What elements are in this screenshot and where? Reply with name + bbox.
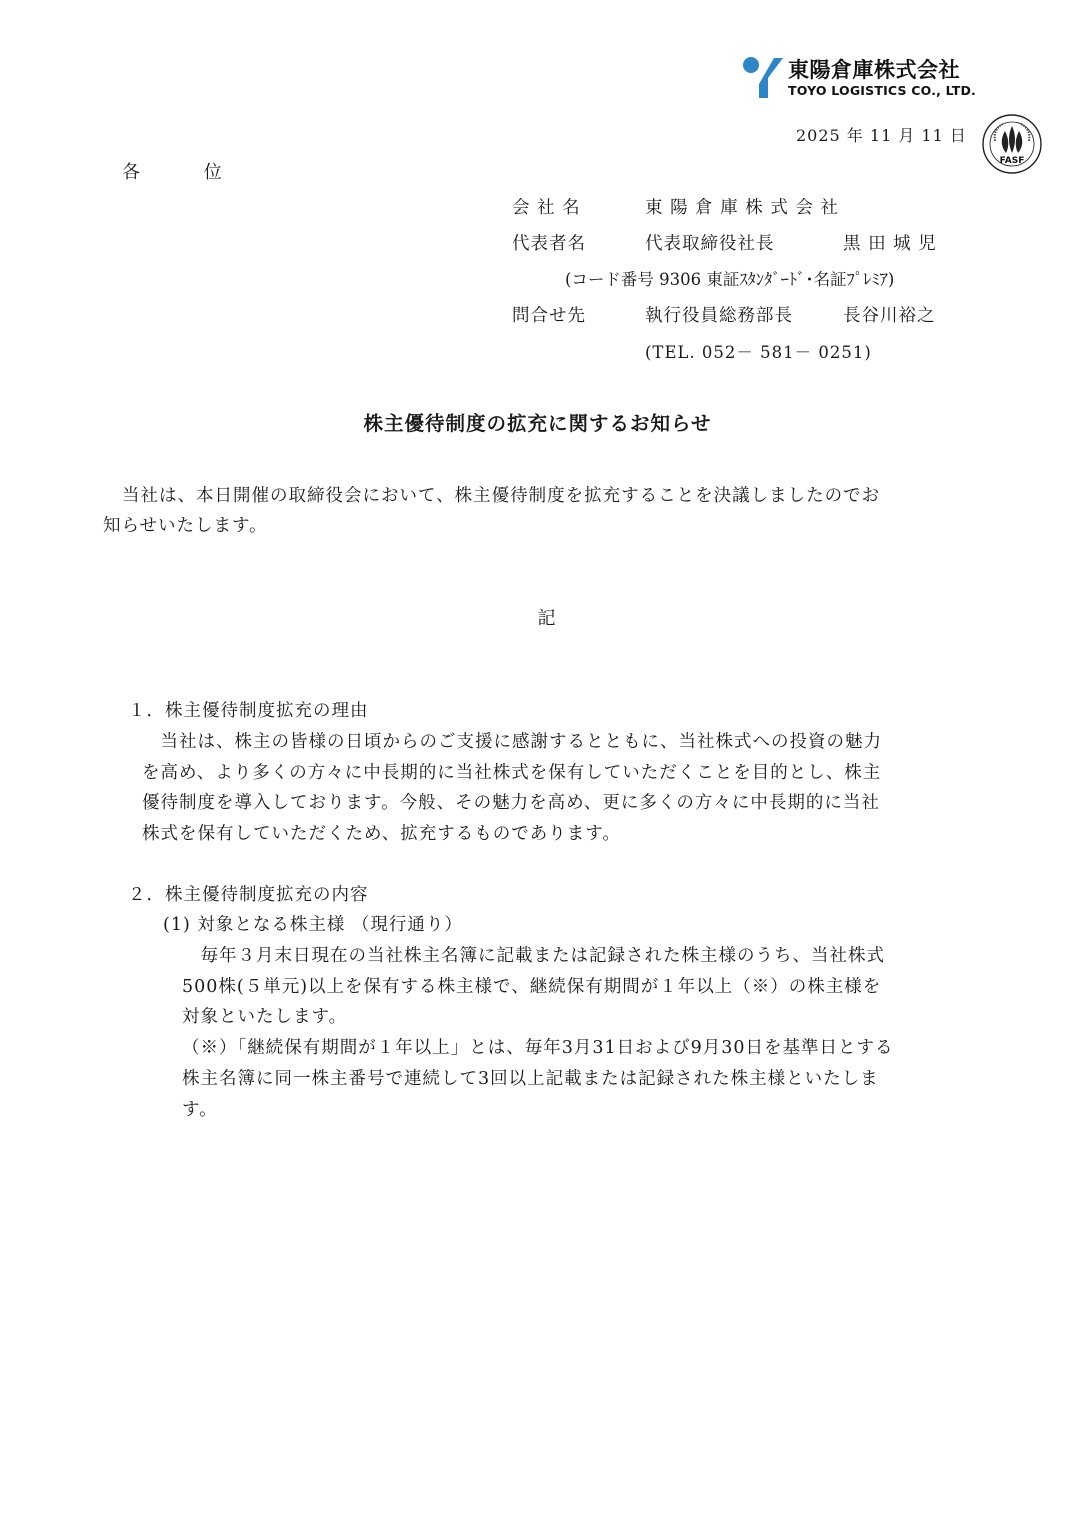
representative-title: 代表取締役社長	[645, 234, 775, 254]
company-logo-icon	[742, 54, 784, 98]
intro-paragraph-line: 知らせいたします。	[103, 516, 268, 536]
addressee: 各 位	[122, 162, 222, 183]
section-2-line: 対象といたします。	[182, 1007, 348, 1027]
section-1-line: 優待制度を導入しております。今般、その魅力を高め、更に多くの方々に中長期的に当社	[142, 793, 880, 813]
fasf-seal-icon	[981, 113, 1043, 175]
document-title: 株主優待制度の拡充に関するお知らせ	[363, 412, 712, 435]
ki-heading: 記	[537, 608, 556, 629]
company-logo-english: TOYO LOGISTICS CO., LTD.	[788, 83, 977, 98]
company-value: 東 陽 倉 庫 株 式 会 社	[645, 198, 839, 218]
section-1-heading: １．株主優待制度拡充の理由	[128, 701, 369, 721]
contact-tel: (TEL. 052－ 581－ 0251)	[645, 343, 872, 362]
section-1-line: を高め、より多くの方々に中長期的に当社株式を保有していただくことを目的とし、株主	[142, 763, 882, 783]
company-label: 会 社 名	[512, 198, 581, 218]
section-2-heading: ２．株主優待制度拡充の内容	[128, 885, 369, 905]
section-2-sub-heading: (1) 対象となる株主様 （現行通り）	[163, 915, 463, 935]
section-2-line: 毎年３月末日現在の当社株主名簿に記載または記録された株主様のうち、当社株式	[182, 946, 885, 966]
note-line: 株主名簿に同一株主番号で連続して3回以上記載または記録された株主様といたしま	[182, 1069, 879, 1089]
fasf-seal-label: FASF	[999, 156, 1025, 166]
stock-code-line: (コード番号 9306 東証ｽﾀﾝﾀﾞｰﾄﾞ･名証ﾌﾟﾚﾐｱ)	[565, 270, 895, 289]
intro-paragraph-line: 当社は、本日開催の取締役会において、株主優待制度を拡充することを決議しましたのでお	[122, 486, 881, 506]
note-line: （※）「継続保有期間が１年以上」とは、毎年3月31日および9月30日を基準日とする	[182, 1038, 894, 1058]
section-1-line: 株式を保有していただくため、拡充するものであります。	[142, 824, 621, 844]
company-logo-name: 東陽倉庫株式会社	[788, 58, 960, 82]
note-line: す。	[182, 1100, 218, 1120]
section-1-line: 当社は、株主の皆様の日頃からのご支援に感謝するとともに、当社株式への投資の魅力	[142, 732, 882, 752]
contact-name: 長谷川裕之	[843, 306, 936, 326]
representative-name: 黒 田 城 児	[843, 234, 937, 254]
section-2-line: 500株(５単元)以上を保有する株主様で、継続保有期間が１年以上（※）の株主様を	[182, 977, 882, 997]
contact-title: 執行役員総務部長	[645, 306, 793, 326]
document-date: 2025 年 11 月 11 日	[796, 126, 967, 145]
contact-label: 問合せ先	[512, 306, 586, 326]
representative-label: 代表者名	[512, 234, 586, 254]
